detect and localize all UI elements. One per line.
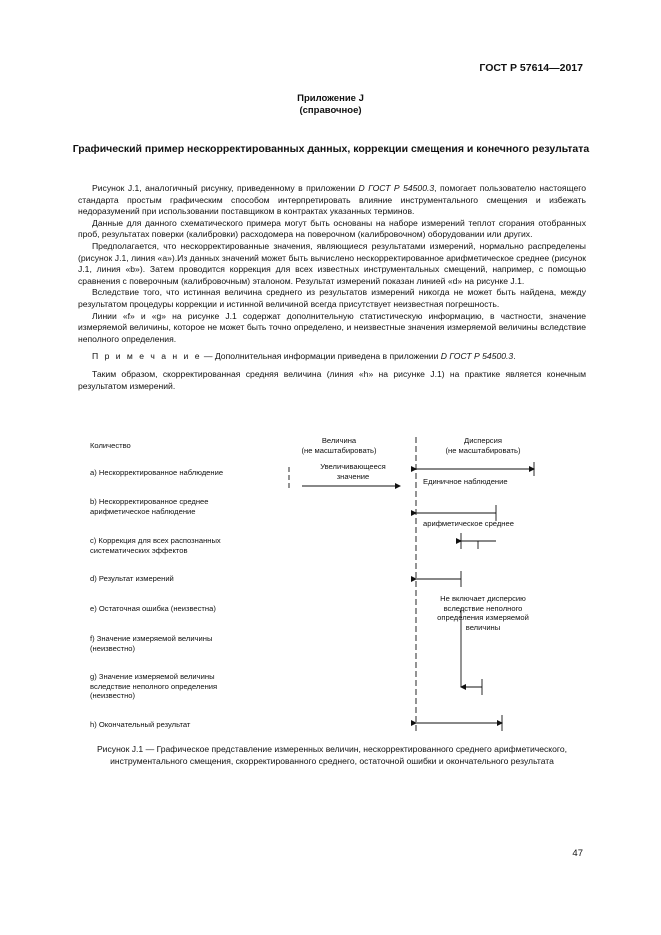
label-arithmetic-mean: арифметическое среднее: [423, 519, 514, 528]
label-excluded-variance: Не включает дисперсию вследствие неполного определения измеряемой величины: [437, 594, 529, 632]
paragraph: Линии «f» и «g» на рисунке J.1 содержат дополнительную статистическую информацию, в частности, значение измеряемой величины, которое не может быть точно определено, и неизвестные значения измеряемой величины вследствие неполного определения.: [78, 310, 586, 344]
paragraph: Данные для данного схематического примера могут быть основаны на наборе измерений теплот сгорания отобранных проб, результатах поверки (калибровки) расходомера на поверочном (калибровочном) оборудовании или других.: [78, 217, 586, 240]
figure-diagram: [78, 433, 598, 743]
label-single-observation: Единичное наблюдение: [423, 477, 508, 486]
figure-caption: Рисунок J.1 — Графическое представление измеренных величин, нескорректированного среднего арифметического, инструментального смещения, скорректированного среднего, остаточной ошибки и окончательного результата: [96, 744, 568, 766]
label-increasing-value: Увеличивающееся значение: [320, 462, 386, 481]
row-label-a: а) Нескорректированное наблюдение: [90, 468, 224, 477]
row-label-e: е) Остаточная ошибка (неизвестна): [90, 604, 216, 613]
row-label-h: h) Окончательный результат: [90, 720, 191, 729]
final-paragraph: Таким образом, скорректированная средняя величина (линия «h» на рисунке J.1) на практике является конечным результатом измерений.: [78, 368, 586, 391]
column-header-variance: Дисперсия (не масштабировать): [445, 436, 521, 455]
row-label-b: b) Нескорректированное среднее арифметическое наблюдение: [90, 497, 209, 516]
row-label-g: g) Значение измеряемой величины вследствие неполного определения (неизвестно): [90, 672, 218, 700]
appendix-subtitle: (справочное): [299, 105, 362, 116]
appendix-title: Приложение J: [297, 93, 364, 104]
paragraph: Вследствие того, что истинная величина среднего из результатов измерений никогда не может быть найдена, между результатом процедуры коррекции и истинной величиной всегда присутствует неизвестная погрешность.: [78, 287, 586, 309]
note: П р и м е ч а н и е — Дополнительная информации приведена в приложении D ГОСТ Р 54500.3.: [92, 351, 516, 362]
column-header-value: Величина (не масштабировать): [301, 436, 377, 455]
paragraph: Предполагается, что нескорректированные значения, являющиеся результатами измерений, нормально распределены (рисунок J.1, линия «а»).Из данных значений может быть вычислено нескорректированное арифметическое среднее (рисунок J.1, линия «b»). Затем проводится коррекция для всех известных инструментальных смещений, например, с помощью сравнения с поверочным (калибровочным) эталоном. Результат измерений показан линией «d» на рисунке J.1.: [78, 240, 586, 286]
column-header-quantity: Количество: [90, 441, 131, 450]
paragraph: Рисунок J.1, аналогичный рисунку, приведенному в приложении D ГОСТ Р 54500.3, помогает пользователю настоящего стандарта простым графическим способом интерпретировать влияние инструментального смещения и избежать недоразумений при использовании поставщиком в контрактах указанных терминов.: [78, 183, 586, 217]
row-label-d: d) Результат измерений: [90, 574, 174, 583]
body-text: [78, 183, 586, 392]
standard-number: ГОСТ Р 57614—2017: [479, 62, 583, 74]
section-heading: Графический пример нескорректированных данных, коррекции смещения и конечного результата: [72, 143, 590, 155]
page-number: 47: [572, 848, 583, 859]
row-label-c: с) Коррекция для всех распознанных систематических эффектов: [90, 536, 221, 555]
row-label-f: f) Значение измеряемой величины (неизвестно): [90, 634, 213, 653]
